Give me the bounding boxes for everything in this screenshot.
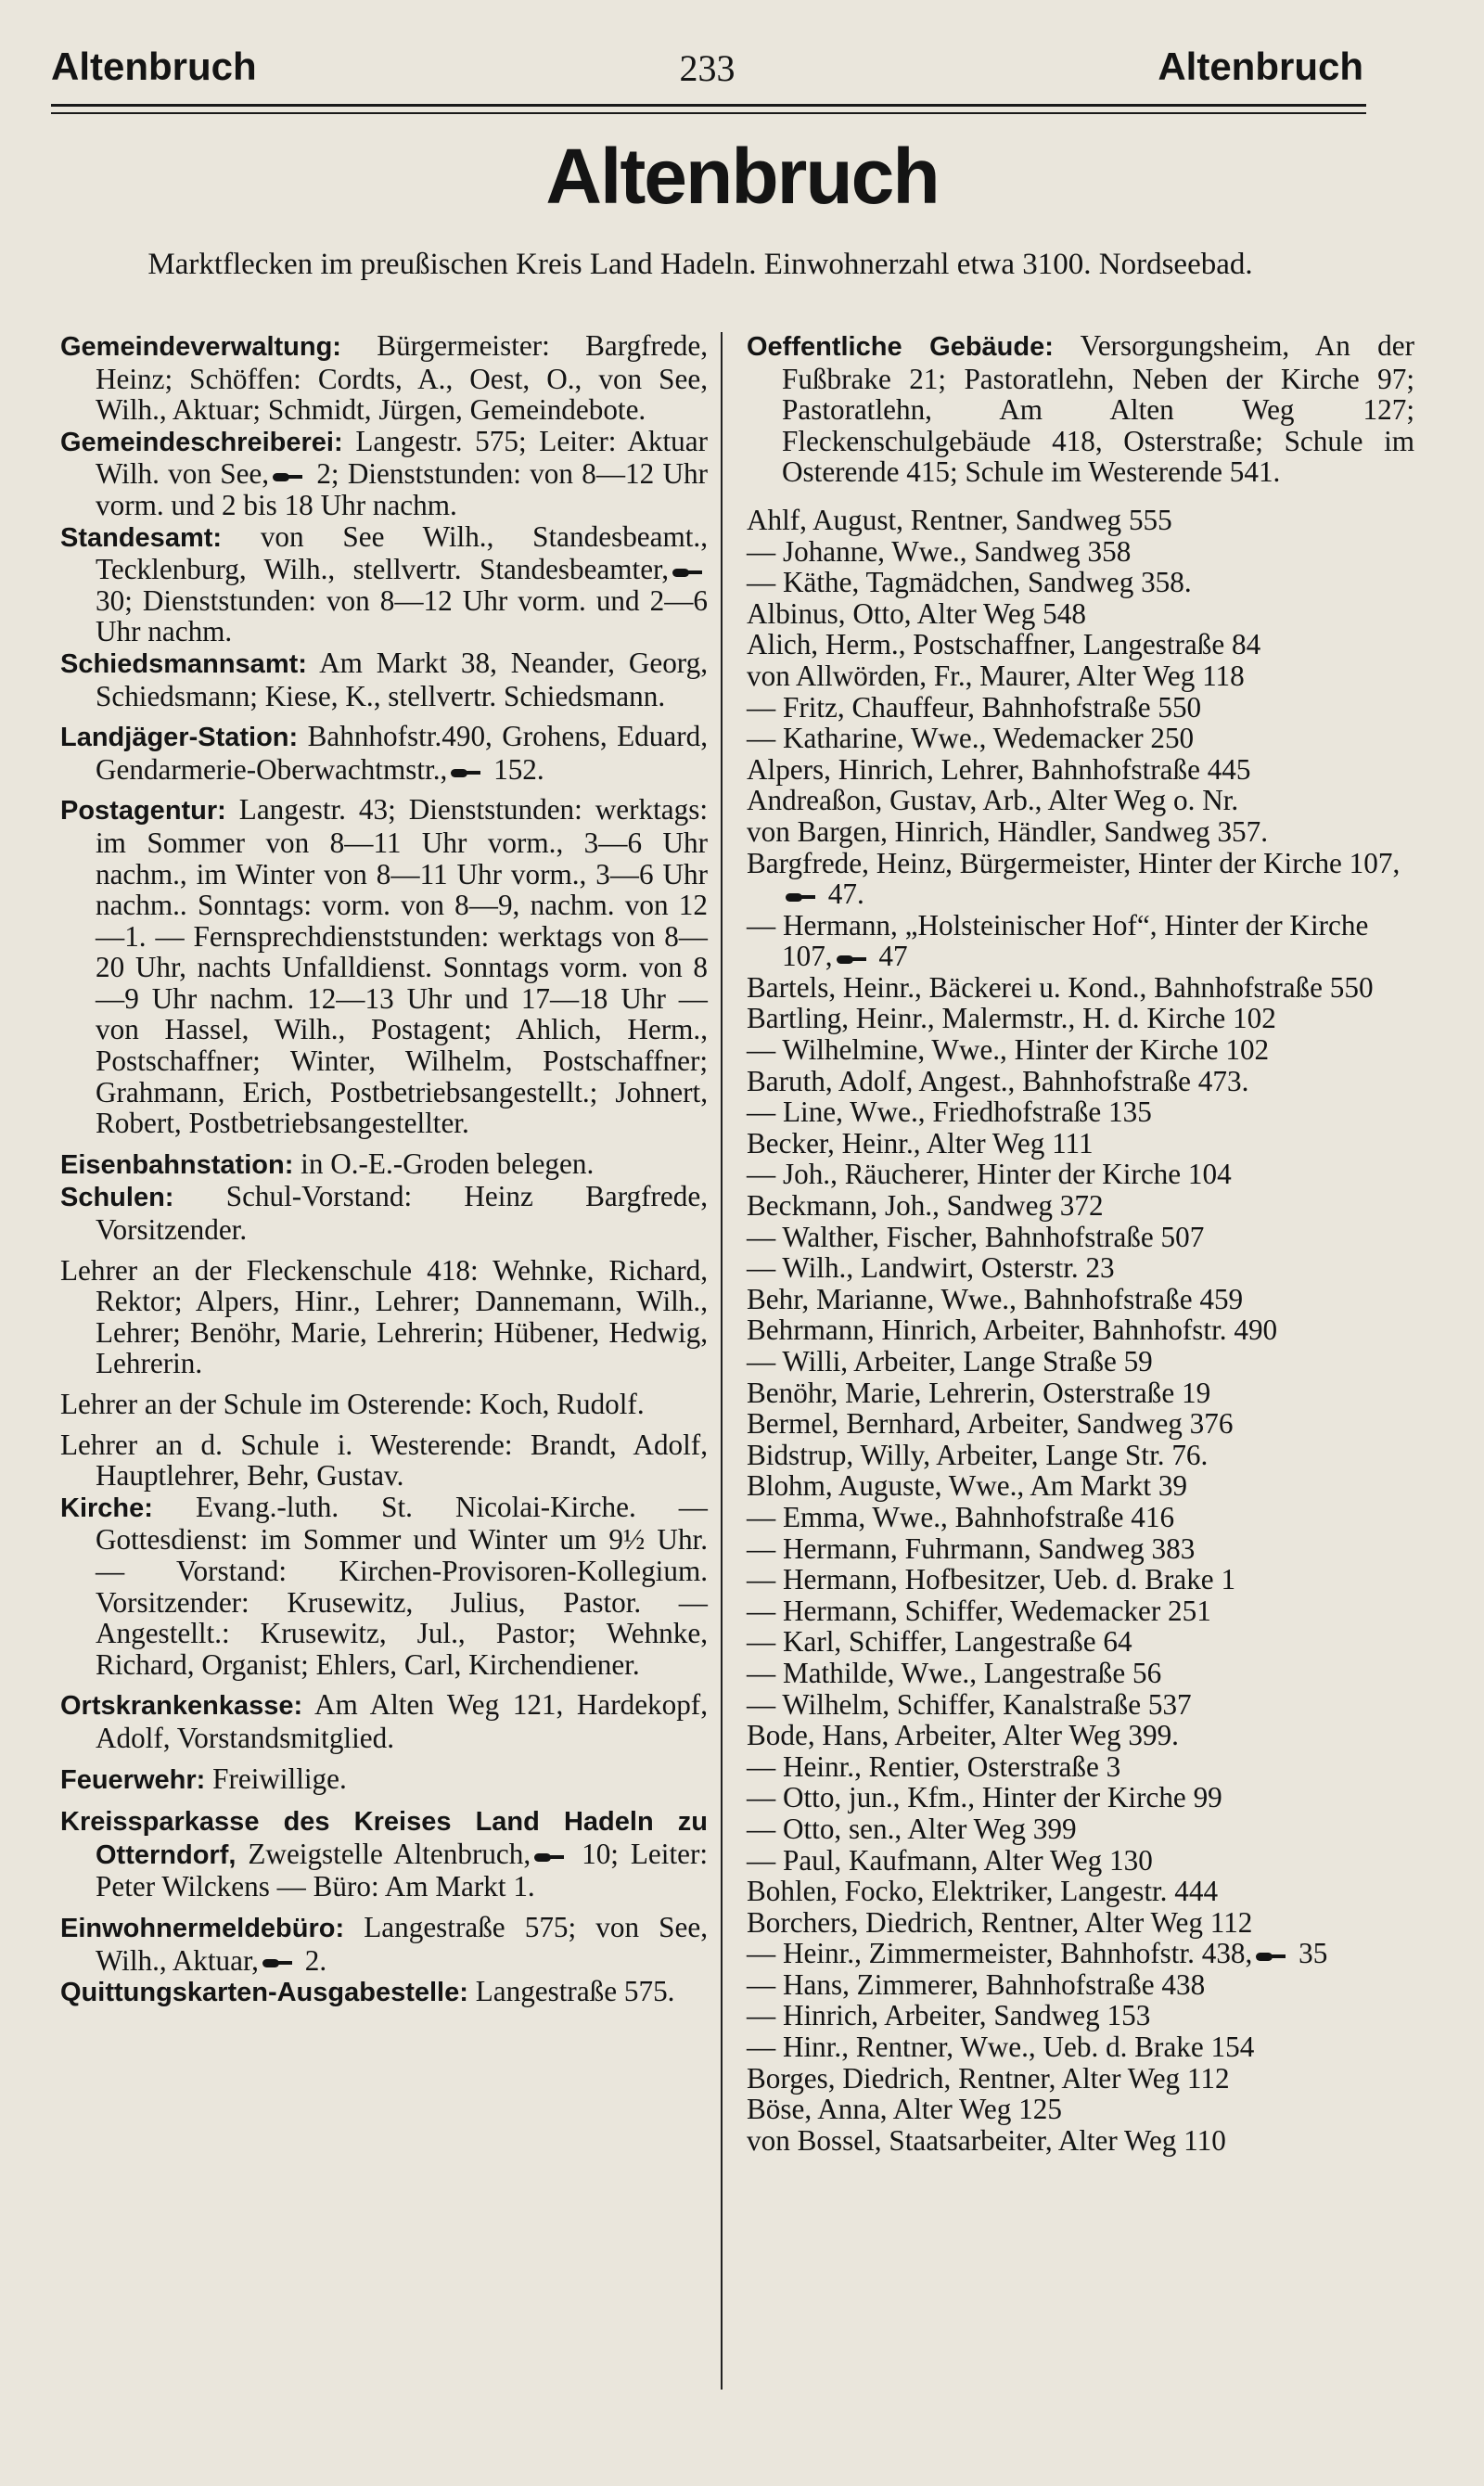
resident-entry: — Hinr., Rentner, Wwe., Ueb. d. Brake 154 xyxy=(747,2031,1255,2064)
resident-entry: — Emma, Wwe., Bahnhofstraße 416 xyxy=(747,1500,1175,1533)
resident-text: — Hermann, „Holsteinischer Hof“, Hinter der Kirche 107, xyxy=(747,908,1369,973)
resident-entry: Bidstrup, Willy, Arbeiter, Lange Str. 76. xyxy=(747,1438,1209,1471)
resident-entry: Ahlf, August, Rentner, Sandweg 555 xyxy=(747,503,1172,536)
resident-list xyxy=(747,505,1414,2156)
resident-entry: Borges, Diedrich, Rentner, Alter Weg 112 xyxy=(747,2061,1230,2095)
resident-entry: Andreaßon, Gustav, Arb., Alter Weg o. Nr. xyxy=(747,784,1239,817)
running-head xyxy=(51,45,1363,100)
entry-ortskrankenkasse xyxy=(60,1689,708,1753)
entry-text: Versorgungsheim, An der Fußbrake 21; Pastoratlehn, Neben der Kirche 97; Pastoratlehn, Am Alten Weg 127; Fleckenschulgebäude 418, Osterstraße; Schule im Osterende 415; Schule im Westerende 541. xyxy=(782,329,1414,489)
resident-entry: — Otto, jun., Kfm., Hinter der Kirche 99 xyxy=(747,1781,1222,1814)
entry-gemeindeverwaltung xyxy=(60,330,708,426)
entry-text: Freiwillige. xyxy=(205,1762,347,1795)
entry-label: Ortskrankenkasse: xyxy=(60,1691,303,1722)
resident-entry: Behrmann, Hinrich, Arbeiter, Bahnhofstr. 490 xyxy=(747,1313,1278,1347)
entry-lehrer-westerende: Lehrer an d. Schule i. Westerende: Brandt, Adolf, Hauptlehrer, Behr, Gustav. xyxy=(60,1428,708,1493)
resident-entry: — Hermann, Schiffer, Wedemacker 251 xyxy=(747,1594,1211,1627)
entry-eisenbahnstation xyxy=(60,1148,708,1182)
resident-entry: Bartling, Heinr., Malermstr., H. d. Kirche 102 xyxy=(747,1002,1276,1035)
resident-entry: — Otto, sen., Alter Weg 399 xyxy=(747,1812,1077,1845)
entry-text: Langestraße 575; von See, Wilh., Aktuar, xyxy=(96,1910,708,1977)
entry-landjaeger-station xyxy=(60,721,708,785)
right-column xyxy=(747,330,1414,2156)
resident-entry: Alich, Herm., Postschaffner, Langestraße 84 xyxy=(747,628,1261,661)
resident-entry: Benöhr, Marie, Lehrerin, Osterstraße 19 xyxy=(747,1376,1211,1409)
resident-entry: — Walther, Fischer, Bahnhofstraße 507 xyxy=(747,1220,1205,1253)
telephone-icon xyxy=(1256,1950,1287,1963)
entry-label: Eisenbahnstation: xyxy=(60,1149,294,1180)
resident-entry: — Hermann, Hofbesitzer, Ueb. d. Brake 1 xyxy=(747,1563,1236,1596)
entry-kreissparkasse xyxy=(60,1805,708,1903)
entry-label: Gemeindeschreiberei: xyxy=(60,427,343,457)
entry-label: Schulen: xyxy=(60,1183,174,1213)
entry-text: 2. xyxy=(297,1943,327,1977)
entry-text: in O.-E.-Groden belegen. xyxy=(293,1147,595,1180)
resident-entry: — Hans, Zimmerer, Bahnhofstraße 438 xyxy=(747,1967,1206,2001)
entry-kirche xyxy=(60,1492,708,1681)
left-column xyxy=(60,330,708,2009)
header-rule-thick xyxy=(51,104,1366,107)
entry-label: Feuerwehr: xyxy=(60,1764,206,1795)
entry-standesamt xyxy=(60,521,708,647)
running-head-left: Altenbruch xyxy=(51,45,257,88)
resident-entry: — Johanne, Wwe., Sandweg 358 xyxy=(747,534,1132,568)
entry-text: Langestr. 43; Dienststunden: werktags: im Sommer von 8—11 Uhr vorm., 3—6 Uhr nachm., im Winter von 8—11 Uhr vorm., 3—6 Uhr nachm.. Sonntags: vorm. von 8—9, nachm. von 12—1. — Fernsprechdienststunden: werktags von 8—20 Uhr, nachts Unfalldienst. Sonntags vorm. von 8—9 Uhr nachm. 12—13 Uhr und 17—18 Uhr — von Hassel, Wilh., Postagent; Ahlich, Herm., Postschaffner; Winter, Wilhelm, Postschaffner; Grahmann, Erich, Postbetriebsangestellt.; Johnert, Robert, Postbetriebsangestellter. xyxy=(96,793,708,1140)
place-description: Marktflecken im preußischen Kreis Land Hadeln. Einwohnerzahl etwa 3100. Nordseebad. xyxy=(147,248,1253,281)
resident-entry xyxy=(747,848,1414,910)
resident-entry: von Allwörden, Fr., Maurer, Alter Weg 118 xyxy=(747,659,1245,692)
entry-gemeindeschreiberei xyxy=(60,426,708,521)
resident-entry: Bermel, Bernhard, Arbeiter, Sandweg 376 xyxy=(747,1407,1234,1441)
entry-text: Zweigstelle Altenbruch, xyxy=(236,1837,531,1870)
resident-entry: — Katharine, Wwe., Wedemacker 250 xyxy=(747,722,1195,755)
resident-entry: Borchers, Diedrich, Rentner, Alter Weg 112 xyxy=(747,1905,1253,1939)
resident-entry: — Käthe, Tagmädchen, Sandweg 358. xyxy=(747,566,1192,599)
resident-entry: Bohlen, Focko, Elektriker, Langestr. 444 xyxy=(747,1875,1219,1908)
resident-entry: — Wilh., Landwirt, Osterstr. 23 xyxy=(747,1251,1115,1285)
resident-entry: von Bargen, Hinrich, Händler, Sandweg 357. xyxy=(747,814,1269,848)
resident-entry: — Paul, Kaufmann, Alter Weg 130 xyxy=(747,1843,1153,1877)
resident-entry: — Willi, Arbeiter, Lange Straße 59 xyxy=(747,1345,1153,1378)
resident-text: Bargfrede, Heinz, Bürgermeister, Hinter der Kirche 107, xyxy=(747,846,1401,879)
resident-entry: Becker, Heinr., Alter Weg 111 xyxy=(747,1126,1094,1160)
resident-entry xyxy=(747,1938,1414,1969)
resident-entry: Böse, Anna, Alter Weg 125 xyxy=(747,2093,1062,2126)
resident-entry: Bartels, Heinr., Bäckerei u. Kond., Bahnhofstraße 550 xyxy=(747,970,1374,1004)
entry-schulen xyxy=(60,1181,708,1245)
entry-text: Am Markt 38, Neander, Georg, Schiedsmann; Kiese, K., stellvertr. Schiedsmann. xyxy=(96,646,708,712)
entry-text: von See Wilh., Standesbeamt., Tecklenburg, Wilh., stellvertr. Standesbeamter, xyxy=(96,519,708,586)
entry-text: Evang.-luth. St. Nicolai-Kirche. — Gottesdienst: im Sommer und Winter um 9½ Uhr. — Vorstand: Kirchen-Provisoren-Kollegium. Vorsitzender: Krusewitz, Julius, Pastor. — Angestellt.: Krusewitz, Jul., Pastor; Wehnke, Richard, Organist; Ehlers, Carl, Kirchendiener. xyxy=(96,1490,708,1681)
entry-schiedsmannsamt xyxy=(60,647,708,711)
entry-text: 2; Dienststunden: von 8—12 Uhr vorm. und 2 bis 18 Uhr nachm. xyxy=(96,457,708,521)
header-rule-thin xyxy=(51,112,1366,114)
entry-label: Oeffentliche Gebäude: xyxy=(747,332,1054,362)
resident-phone: 47 xyxy=(871,940,908,973)
resident-entry: Beckmann, Joh., Sandweg 372 xyxy=(747,1189,1104,1223)
entry-feuerwehr xyxy=(60,1763,708,1797)
entry-label: Postagentur: xyxy=(60,796,226,827)
resident-entry: — Heinr., Rentier, Osterstraße 3 xyxy=(747,1749,1121,1783)
resident-entry: Blohm, Auguste, Wwe., Am Markt 39 xyxy=(747,1469,1188,1503)
resident-entry: — Line, Wwe., Friedhofstraße 135 xyxy=(747,1096,1152,1129)
resident-entry: — Wilhelmine, Wwe., Hinter der Kirche 102 xyxy=(747,1033,1270,1067)
entry-label: Kreissparkasse des Kreises Land Hadeln zu Otterndorf, xyxy=(60,1807,708,1870)
resident-entry: Behr, Marianne, Wwe., Bahnhofstraße 459 xyxy=(747,1282,1244,1315)
entry-label: Quittungskarten-Ausgabestelle: xyxy=(60,1978,468,2008)
entry-lehrer-fleckenschule: Lehrer an der Fleckenschule 418: Wehnke, Richard, Rektor; Alpers, Hinr., Lehrer; Dannemann, Wilh., Lehrer; Benöhr, Marie, Lehrerin; Hübener, Hedwig, Lehrerin. xyxy=(60,1253,708,1380)
entry-text: 152. xyxy=(486,752,544,786)
telephone-icon xyxy=(451,766,482,779)
entry-text: 30; Dienststunden: von 8—12 Uhr vorm. und 2—6 Uhr nachm. xyxy=(96,583,708,648)
entry-text: 10; Leiter: Peter Wilckens — Büro: Am Markt 1. xyxy=(96,1837,708,1903)
entry-text: Langestr. 575; Leiter: Aktuar Wilh. von See, xyxy=(96,424,708,491)
resident-entry: — Wilhelm, Schiffer, Kanalstraße 537 xyxy=(747,1687,1192,1721)
resident-entry: — Mathilde, Wwe., Langestraße 56 xyxy=(747,1656,1162,1689)
entry-text: Langestraße 575. xyxy=(467,1975,675,2008)
resident-entry: Baruth, Adolf, Angest., Bahnhofstraße 473. xyxy=(747,1064,1249,1097)
entry-label: Kirche: xyxy=(60,1493,153,1523)
entry-label: Schiedsmannsamt: xyxy=(60,648,307,679)
telephone-icon xyxy=(786,891,817,903)
resident-entry: — Hinrich, Arbeiter, Sandweg 153 xyxy=(747,1999,1151,2032)
resident-entry: — Karl, Schiffer, Langestraße 64 xyxy=(747,1625,1132,1659)
entry-text: Schul-Vorstand: Heinz Bargfrede, Vorsitzender. xyxy=(96,1180,708,1247)
entry-label: Einwohnermeldebüro: xyxy=(60,1913,345,1943)
entry-postagentur xyxy=(60,794,708,1139)
telephone-icon xyxy=(672,566,704,579)
page-title: Altenbruch xyxy=(545,133,939,220)
telephone-icon xyxy=(534,1851,566,1864)
resident-entry: — Fritz, Chauffeur, Bahnhofstraße 550 xyxy=(747,690,1202,724)
entry-oeffentliche-gebaeude xyxy=(747,330,1414,488)
telephone-icon xyxy=(837,953,868,966)
resident-phone: 35 xyxy=(1291,1937,1328,1970)
entry-label: Gemeindeverwaltung: xyxy=(60,332,341,362)
resident-entry: Albinus, Otto, Alter Weg 548 xyxy=(747,596,1086,630)
resident-entry: Alpers, Hinrich, Lehrer, Bahnhofstraße 445 xyxy=(747,752,1251,786)
entry-einwohnermeldebuero xyxy=(60,1912,708,1976)
resident-entry: Bode, Hans, Arbeiter, Alter Weg 399. xyxy=(747,1719,1179,1752)
telephone-icon xyxy=(262,1956,294,1969)
entry-text: Bahnhofstr.490, Grohens, Eduard, Gendarmerie-Oberwachtmstr., xyxy=(96,720,708,786)
entry-lehrer-osterende: Lehrer an der Schule im Osterende: Koch, Rudolf. xyxy=(60,1388,645,1420)
resident-entry: — Hermann, Fuhrmann, Sandweg 383 xyxy=(747,1531,1196,1565)
entry-label: Landjäger-Station: xyxy=(60,723,299,753)
resident-phone: 47. xyxy=(821,878,864,911)
telephone-icon xyxy=(273,470,304,483)
column-divider xyxy=(721,332,723,2390)
running-head-right: Altenbruch xyxy=(1158,45,1363,88)
page-number: 233 xyxy=(679,47,736,89)
entry-text: Bürgermeister: Bargfrede, Heinz; Schöffen: Cordts, A., Oest, O., von See, Wilh., Aktuar; Schmidt, Jürgen, Gemeindebote. xyxy=(96,329,708,427)
resident-entry: von Bossel, Staatsarbeiter, Alter Weg 110 xyxy=(747,2123,1226,2157)
resident-entry xyxy=(747,910,1414,972)
entry-label: Standesamt: xyxy=(60,522,223,553)
entry-text: Am Alten Weg 121, Hardekopf, Adolf, Vorstandsmitglied. xyxy=(96,1688,708,1754)
entry-quittungskarten xyxy=(60,1976,708,2009)
resident-entry: — Joh., Räucherer, Hinter der Kirche 104 xyxy=(747,1158,1232,1191)
resident-text: — Heinr., Zimmermeister, Bahnhofstr. 438, xyxy=(747,1937,1253,1970)
